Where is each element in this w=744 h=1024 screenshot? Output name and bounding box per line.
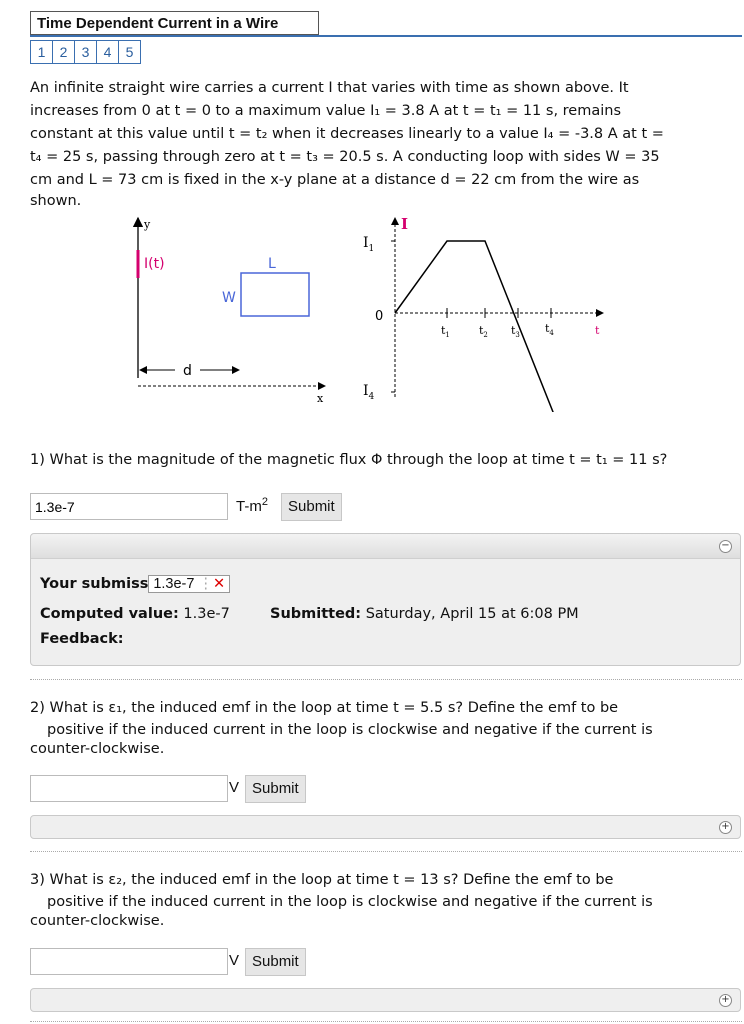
computed-row: [40, 606, 230, 622]
q3-feedback-panel[interactable]: [30, 988, 741, 1012]
y-axis-label: y: [144, 218, 151, 231]
question-3-text: [30, 869, 730, 929]
time-axis-label: t: [595, 324, 600, 337]
problem-line: shown.: [30, 193, 82, 209]
computed-label: Computed value:: [40, 606, 179, 622]
i4-label: $I_4$: [363, 383, 375, 402]
q2-line: positive if the induced current in the loop is clockwise and negative if the current is: [47, 722, 653, 738]
zero-label: 0: [375, 309, 384, 324]
current-curve: [395, 241, 555, 412]
problem-line: t₄ = 25 s, passing through zero at t = t₃ = 20.5 s. A conducting loop with sides W = 35: [30, 149, 660, 165]
t2-label: $t_2$: [479, 324, 488, 339]
tab-part-3[interactable]: 3: [75, 41, 97, 63]
q1-feedback-panel: [30, 533, 741, 666]
q3-answer-input[interactable]: [30, 948, 228, 975]
q1-unit: $T-m^2$: [236, 496, 268, 515]
t4-label: $t_4$: [545, 322, 554, 337]
wire-loop-figure: [120, 210, 350, 410]
tab-part-4[interactable]: 4: [97, 41, 119, 63]
q2-line: 2) What is ε₁, the induced emf in the loop at time t = 5.5 s? Define the emf to be: [30, 700, 619, 716]
q3-line: counter-clockwise.: [30, 913, 165, 929]
submitted-value: Saturday, April 15 at 6:08 PM: [365, 606, 579, 622]
current-axis-label: I: [401, 215, 409, 233]
tab-part-1[interactable]: 1: [31, 41, 53, 63]
tab-part-2[interactable]: 2: [53, 41, 75, 63]
loop-width-label: W: [222, 290, 236, 306]
q3-unit: V: [229, 952, 240, 969]
submitted-row: [270, 606, 579, 622]
i1-label: $I_1$: [363, 235, 375, 254]
q3-submit-button[interactable]: Submit: [245, 948, 306, 976]
x-axis-label: x: [317, 392, 324, 405]
problem-statement: [30, 77, 720, 210]
incorrect-x-icon: ✕: [212, 576, 226, 592]
t1-label: $t_1$: [441, 324, 450, 339]
expand-icon[interactable]: +: [719, 994, 732, 1007]
computed-value: 1.3e-7: [183, 606, 230, 622]
current-label: I(t): [144, 256, 165, 272]
loop-length-label: L: [268, 256, 276, 272]
t3-label: $t_3$: [511, 324, 520, 339]
question-divider: [30, 1021, 742, 1022]
feedback-label: Feedback:: [40, 631, 124, 647]
conducting-loop: [241, 273, 309, 316]
q2-line: counter-clockwise.: [30, 741, 165, 757]
q2-feedback-panel[interactable]: [30, 815, 741, 839]
expand-icon[interactable]: +: [719, 821, 732, 834]
part-tabs: [30, 40, 141, 64]
q2-answer-input[interactable]: [30, 775, 228, 802]
q2-submit-button[interactable]: Submit: [245, 775, 306, 803]
collapse-icon[interactable]: −: [719, 540, 732, 553]
problem-line: constant at this value until t = t₂ when it decreases linearly to a value I₄ = -3.8 A at t =: [30, 126, 664, 142]
distance-label: d: [183, 363, 192, 379]
question-divider: [30, 851, 742, 852]
question-divider: [30, 679, 742, 680]
q2-unit: V: [229, 779, 240, 796]
tab-part-5[interactable]: 5: [125, 44, 134, 60]
submission-label: Your submiss: [40, 576, 149, 592]
submission-value: 1.3e-7 ⋮✕: [148, 575, 230, 593]
current-time-graph: [355, 212, 615, 412]
problem-line: increases from 0 at t = 0 to a maximum value I₁ = 3.8 A at t = t₁ = 11 s, remains: [30, 103, 622, 119]
q3-line: 3) What is ε₂, the induced emf in the loop at time t = 13 s? Define the emf to be: [30, 872, 614, 888]
question-1-text: 1) What is the magnitude of the magnetic flux Φ through the loop at time t = t₁ = 11 s?: [30, 452, 668, 468]
submission-row: [40, 576, 230, 592]
q1-feedback-header[interactable]: [31, 534, 740, 559]
q3-line: positive if the induced current in the loop is clockwise and negative if the current is: [47, 894, 653, 910]
title-divider: [30, 35, 742, 37]
submitted-label: Submitted:: [270, 606, 362, 622]
q1-answer-input[interactable]: [30, 493, 228, 520]
question-2-text: [30, 697, 730, 757]
q1-submit-button[interactable]: Submit: [281, 493, 342, 521]
problem-line: cm and L = 73 cm is fixed in the x-y plane at a distance d = 22 cm from the wire as: [30, 172, 640, 188]
page-title: Time Dependent Current in a Wire: [30, 11, 319, 35]
problem-line: An infinite straight wire carries a current I that varies with time as shown above. It: [30, 80, 629, 96]
